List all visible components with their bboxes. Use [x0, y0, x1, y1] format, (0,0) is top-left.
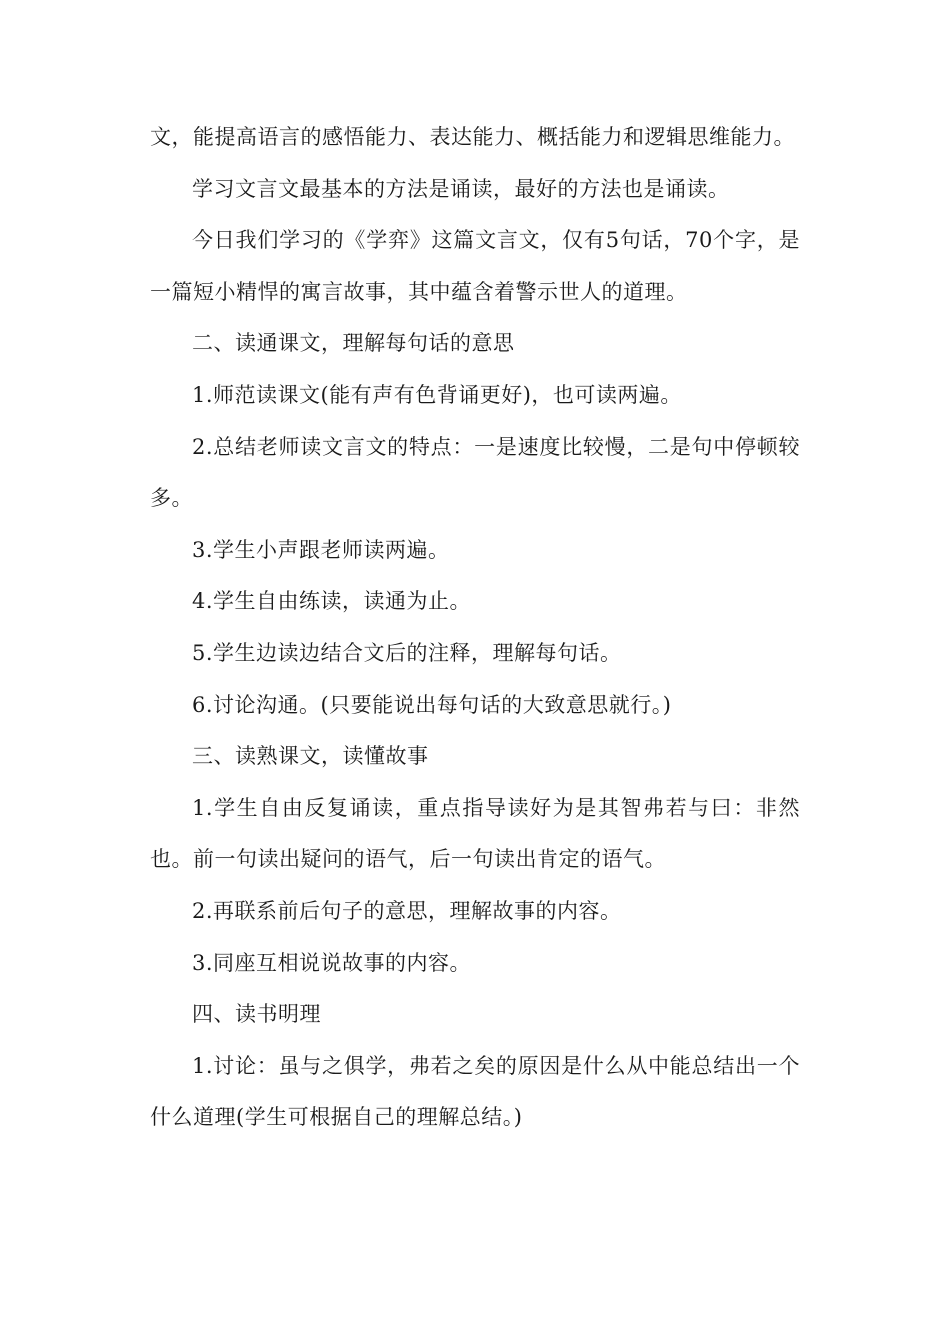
paragraph-continuation: 文，能提高语言的感悟能力、表达能力、概括能力和逻辑思维能力。 — [150, 125, 795, 149]
document-body — [150, 112, 800, 1144]
list-item: 1.师范读课文(能有声有色背诵更好)，也可读两遍。 — [192, 382, 682, 407]
list-item: 2.再联系前后句子的意思，理解故事的内容。 — [192, 898, 622, 923]
section-heading-2: 二、读通课文，理解每句话的意思 — [192, 331, 515, 356]
list-item: 2.总结老师读文言文的特点：一是速度比较慢，二是句中停顿较多。 — [150, 434, 800, 511]
section-heading-3: 三、读熟课文，读懂故事 — [192, 744, 429, 769]
paragraph-reading-method: 学习文言文最基本的方法是诵读，最好的方法也是诵读。 — [192, 176, 730, 201]
list-item: 1.学生自由反复诵读，重点指导读好为是其智弗若与曰：非然也。前一句读出疑问的语气，后一句读出肯定的语气。 — [150, 795, 800, 872]
list-item: 4.学生自由练读，读通为止。 — [192, 589, 472, 614]
section-heading-4: 四、读书明理 — [192, 1002, 321, 1027]
list-item: 3.学生小声跟老师读两遍。 — [192, 537, 450, 562]
paragraph-intro-xueyi: 今日我们学习的《学弈》这篇文言文，仅有5句话，70个字，是一篇短小精悍的寓言故事，其中蕴含着警示世人的道理。 — [150, 228, 800, 304]
list-item: 3.同座互相说说故事的内容。 — [192, 950, 472, 975]
list-item: 5.学生边读边结合文后的注释，理解每句话。 — [192, 640, 622, 665]
list-item: 1.讨论：虽与之俱学，弗若之矣的原因是什么从中能总结出一个什么道理(学生可根据自己的理解总结。) — [150, 1053, 800, 1130]
list-item: 6.讨论沟通。(只要能说出每句话的大致意思就行。) — [192, 692, 672, 717]
